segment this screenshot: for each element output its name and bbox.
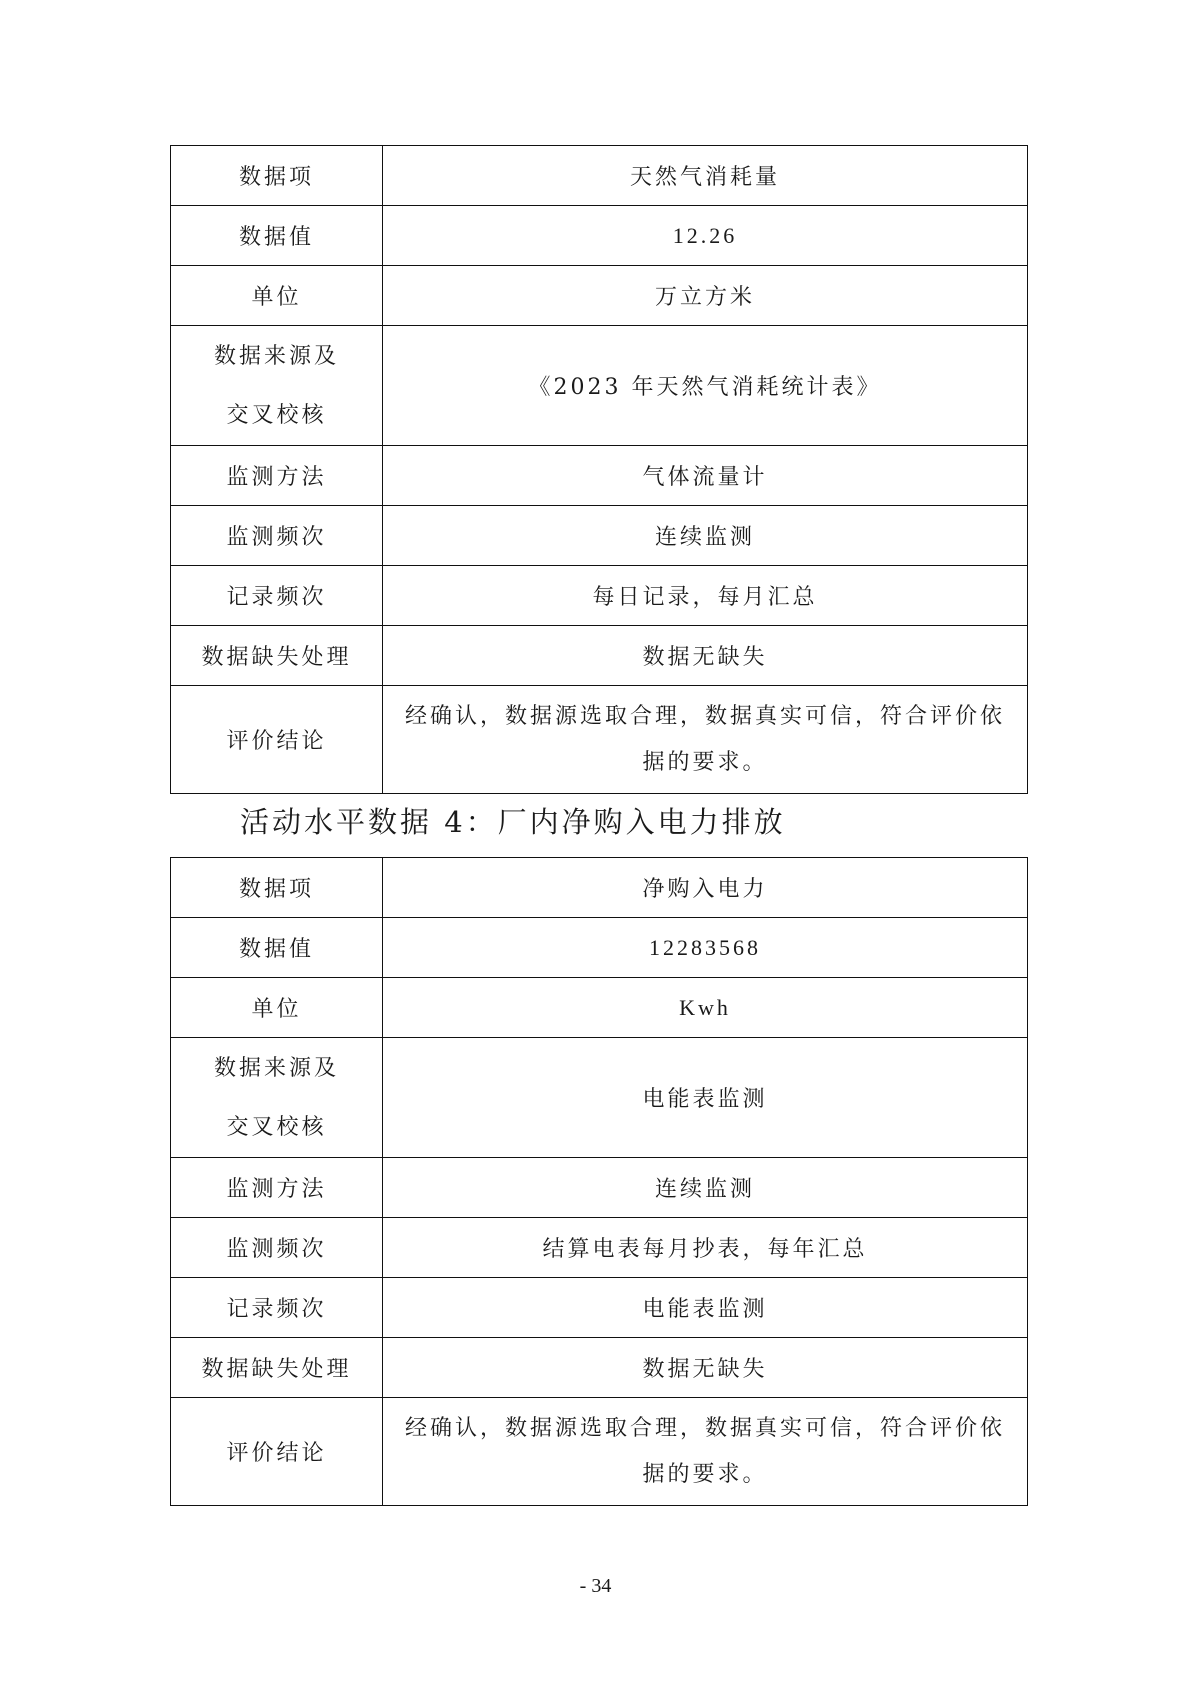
table-row — [171, 978, 1028, 1038]
table-row — [171, 1278, 1028, 1338]
row-label-line: 数据来源及 — [213, 1055, 339, 1081]
row-label: 单位 — [171, 266, 383, 326]
table-row — [171, 1218, 1028, 1278]
row-value: 经确认，数据源选取合理，数据真实可信，符合评价依据的要求。 — [383, 686, 1028, 794]
table-row — [171, 1038, 1028, 1158]
row-label: 单位 — [171, 978, 383, 1038]
row-value: 每日记录，每月汇总 — [383, 566, 1028, 626]
row-label: 数据缺失处理 — [171, 1338, 383, 1398]
row-label: 监测频次 — [171, 506, 383, 566]
row-label-line: 交叉校核 — [226, 402, 327, 428]
row-value: 结算电表每月抄表，每年汇总 — [383, 1218, 1028, 1278]
row-value: 12.26 — [383, 206, 1028, 266]
row-value: 电能表监测 — [383, 1038, 1028, 1158]
page-number: - 34 — [579, 1575, 612, 1597]
table-row — [171, 206, 1028, 266]
table-row — [171, 446, 1028, 506]
row-value: 净购入电力 — [383, 858, 1028, 918]
row-label: 监测方法 — [171, 446, 383, 506]
row-value: 气体流量计 — [383, 446, 1028, 506]
row-value: 连续监测 — [383, 506, 1028, 566]
row-label: 记录频次 — [171, 566, 383, 626]
row-value: 《2023 年天然气消耗统计表》 — [383, 326, 1028, 446]
row-label-line: 数据来源及 — [213, 343, 339, 369]
row-value: Kwh — [383, 978, 1028, 1038]
row-label: 数据项 — [171, 146, 383, 206]
row-label: 数据缺失处理 — [171, 626, 383, 686]
row-label: 评价结论 — [171, 1398, 383, 1506]
table-row — [171, 626, 1028, 686]
row-value: 连续监测 — [383, 1158, 1028, 1218]
table-row — [171, 1158, 1028, 1218]
section-heading: 活动水平数据 4：厂内净购入电力排放 — [240, 805, 786, 839]
table-row — [171, 506, 1028, 566]
row-value: 电能表监测 — [383, 1278, 1028, 1338]
table-row — [171, 266, 1028, 326]
table-row — [171, 566, 1028, 626]
row-label: 监测方法 — [171, 1158, 383, 1218]
table-row — [171, 146, 1028, 206]
row-label: 监测频次 — [171, 1218, 383, 1278]
row-label: 数据项 — [171, 858, 383, 918]
row-value: 数据无缺失 — [383, 1338, 1028, 1398]
row-label-line: 交叉校核 — [226, 1114, 327, 1140]
table-row — [171, 858, 1028, 918]
table-row — [171, 686, 1028, 794]
purchased-electricity-data-table — [170, 857, 1028, 1506]
row-value: 经确认，数据源选取合理，数据真实可信，符合评价依据的要求。 — [383, 1398, 1028, 1506]
row-label: 数据值 — [171, 918, 383, 978]
row-label: 记录频次 — [171, 1278, 383, 1338]
row-value: 数据无缺失 — [383, 626, 1028, 686]
row-value: 12283568 — [383, 918, 1028, 978]
table-row — [171, 918, 1028, 978]
row-label: 评价结论 — [171, 686, 383, 794]
row-label — [171, 326, 383, 446]
table-row — [171, 1398, 1028, 1506]
table-row — [171, 326, 1028, 446]
table-row — [171, 1338, 1028, 1398]
row-value: 天然气消耗量 — [383, 146, 1028, 206]
natural-gas-data-table — [170, 145, 1028, 794]
row-value: 万立方米 — [383, 266, 1028, 326]
row-label: 数据值 — [171, 206, 383, 266]
row-label — [171, 1038, 383, 1158]
